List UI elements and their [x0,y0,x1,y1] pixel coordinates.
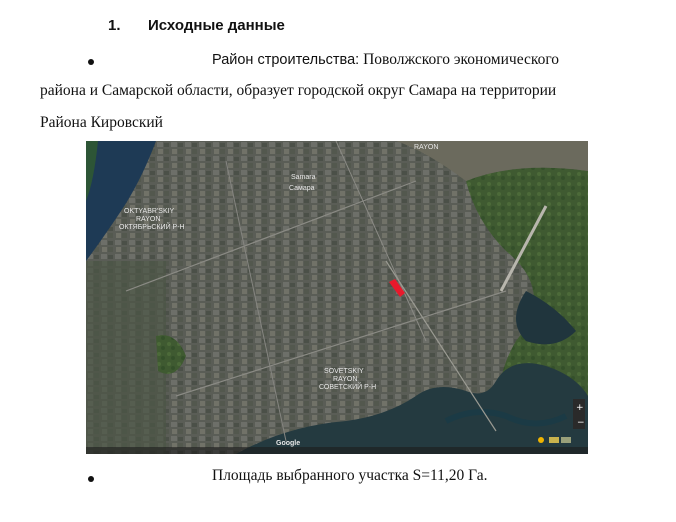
google-logo: Google [276,440,301,447]
satellite-map[interactable] [86,141,588,454]
layer-thumb-1[interactable] [549,437,559,443]
section-title: Исходные данные [148,17,285,34]
pegman-icon[interactable] [538,437,544,443]
label-rayon-top: RAYON [414,144,439,151]
bullet1-line3: Района Кировский [40,114,163,131]
bullet-marker-2 [88,476,94,482]
map-image [86,141,588,454]
bullet1-lead: Район строительства: [212,52,360,68]
bullet1-line1 [212,51,559,69]
label-oktyabrsky-en2: RAYON [136,216,161,223]
zoom-out-icon[interactable]: − [577,418,585,428]
label-oktyabrsky-ru: ОКТЯБРЬСКИЙ Р-Н [119,224,185,231]
bullet1-line2: района и Самарской области, образует городской округ Самара на территории [40,82,557,99]
label-samara-en: Samara [291,174,316,181]
bullet-marker-1 [88,59,94,65]
label-samara-ru: Самара [289,185,315,192]
bullet2-text: Площадь выбранного участка S=11,20 Га. [212,467,488,484]
bullet1-line1-rest: Поволжского экономического [359,51,560,68]
label-sovetsky-en2: RAYON [333,376,358,383]
layer-thumb-2[interactable] [561,437,571,443]
zoom-in-icon[interactable]: + [576,403,584,413]
section-number: 1. [108,17,121,34]
section-heading [108,17,285,34]
label-oktyabrsky-en1: OKTYABR'SKIY [124,208,175,215]
label-sovetsky-ru: СОВЕТСКИЙ Р-Н [319,384,377,391]
label-sovetsky-en1: SOVETSKIY [324,368,364,375]
